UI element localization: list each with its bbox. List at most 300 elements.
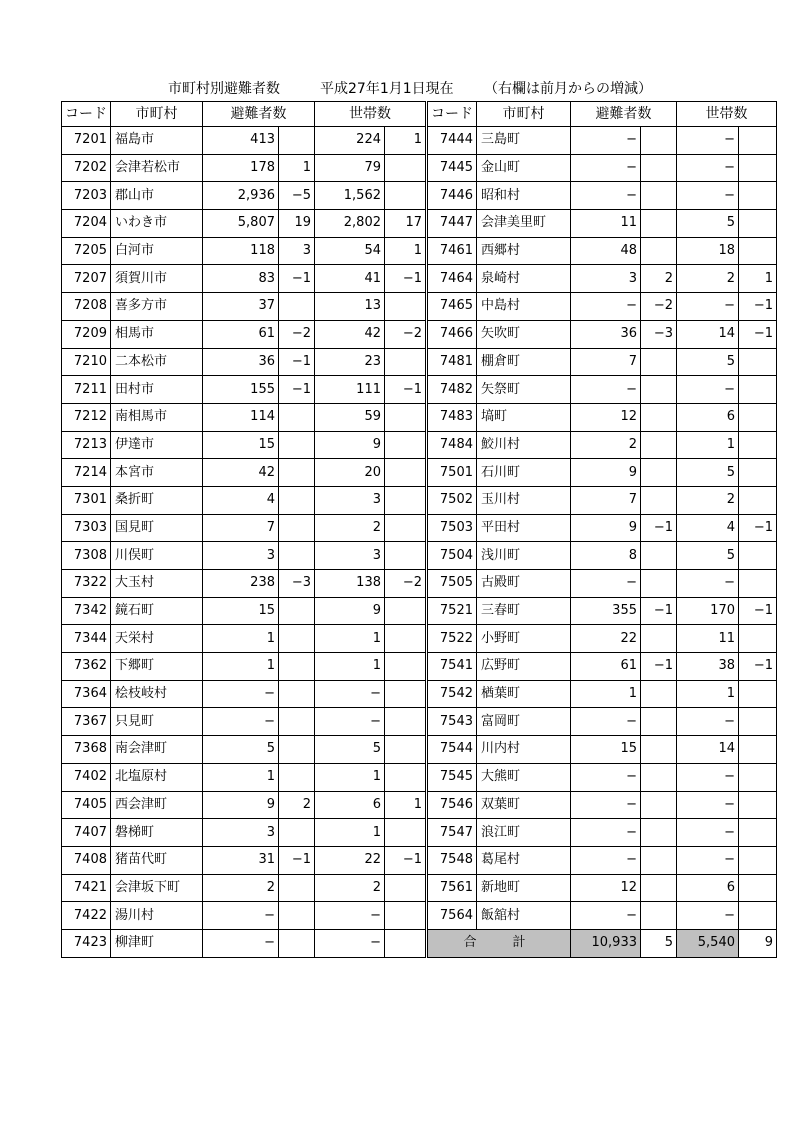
total-evacuees: 10,933 (571, 929, 641, 957)
table-row (62, 929, 777, 957)
household-change (385, 929, 427, 957)
evacuee-change (641, 819, 677, 847)
evacuee-count: − (571, 902, 641, 930)
household-count: 2 (677, 265, 739, 293)
evacuee-change: −1 (641, 653, 677, 681)
municipality-code: 7465 (427, 293, 477, 321)
evacuee-change (279, 486, 315, 514)
household-count: 2 (677, 486, 739, 514)
table-row (62, 902, 777, 930)
municipality-code: 7564 (427, 902, 477, 930)
household-change (385, 431, 427, 459)
household-change (739, 127, 777, 155)
evacuee-count: 15 (203, 431, 279, 459)
evacuee-change (279, 514, 315, 542)
table-row (62, 791, 777, 819)
household-count: 111 (315, 376, 385, 404)
municipality-name: 本宮市 (111, 459, 203, 487)
table-row (62, 127, 777, 155)
evacuee-count: 15 (203, 597, 279, 625)
header-households: 世帯数 (677, 102, 777, 127)
municipality-name: 大玉村 (111, 570, 203, 598)
household-change (739, 182, 777, 210)
evacuee-change (641, 542, 677, 570)
evacuee-change (641, 376, 677, 404)
household-count: − (677, 819, 739, 847)
title-note: （右欄は前月からの増減） (484, 81, 652, 97)
household-change: 1 (739, 265, 777, 293)
evacuee-count: 22 (571, 625, 641, 653)
evacuee-change (279, 763, 315, 791)
household-count: 9 (315, 597, 385, 625)
municipality-code: 7464 (427, 265, 477, 293)
municipality-name: 川俣町 (111, 542, 203, 570)
total-household-change: 9 (739, 929, 777, 957)
municipality-name: 桧枝岐村 (111, 680, 203, 708)
evacuee-change: −2 (641, 293, 677, 321)
municipality-name: 飯舘村 (477, 902, 571, 930)
household-change (385, 514, 427, 542)
household-count: 5 (677, 348, 739, 376)
household-count: 138 (315, 570, 385, 598)
municipality-name: 塙町 (477, 403, 571, 431)
household-change: −1 (739, 597, 777, 625)
evacuee-count: 355 (571, 597, 641, 625)
municipality-name: 西郷村 (477, 237, 571, 265)
municipality-name: 天栄村 (111, 625, 203, 653)
municipality-name: 郡山市 (111, 182, 203, 210)
municipality-code: 7408 (62, 846, 111, 874)
household-change (739, 237, 777, 265)
municipality-name: 泉崎村 (477, 265, 571, 293)
municipality-code: 7521 (427, 597, 477, 625)
table-row (62, 182, 777, 210)
municipality-code: 7542 (427, 680, 477, 708)
household-change (739, 376, 777, 404)
household-count: 5 (315, 736, 385, 764)
municipality-name: 昭和村 (477, 182, 571, 210)
evacuee-change (641, 902, 677, 930)
household-count: 23 (315, 348, 385, 376)
household-change: 1 (385, 237, 427, 265)
evacuee-count: 2 (571, 431, 641, 459)
evacuee-change (641, 791, 677, 819)
header-code: コード (427, 102, 477, 127)
municipality-name: 柳津町 (111, 929, 203, 957)
household-change (739, 708, 777, 736)
municipality-code: 7405 (62, 791, 111, 819)
municipality-code: 7214 (62, 459, 111, 487)
table-row (62, 680, 777, 708)
table-row (62, 570, 777, 598)
municipality-name: 国見町 (111, 514, 203, 542)
evacuee-count: − (571, 376, 641, 404)
household-count: − (677, 708, 739, 736)
household-change (385, 902, 427, 930)
municipality-code: 7501 (427, 459, 477, 487)
household-change (739, 625, 777, 653)
municipality-code: 7543 (427, 708, 477, 736)
household-change (739, 846, 777, 874)
title-main: 市町村別避難者数 (168, 81, 280, 97)
evacuee-change (279, 653, 315, 681)
evacuee-change (641, 625, 677, 653)
evacuee-count: − (203, 680, 279, 708)
municipality-name: 楢葉町 (477, 680, 571, 708)
table-row (62, 846, 777, 874)
municipality-code: 7484 (427, 431, 477, 459)
municipality-code: 7402 (62, 763, 111, 791)
household-count: 5 (677, 542, 739, 570)
evacuee-change: −1 (279, 348, 315, 376)
municipality-code: 7368 (62, 736, 111, 764)
municipality-code: 7504 (427, 542, 477, 570)
evacuee-count: − (571, 293, 641, 321)
municipality-code: 7301 (62, 486, 111, 514)
evacuee-count: − (571, 791, 641, 819)
evacuee-change: −3 (641, 320, 677, 348)
table-row (62, 320, 777, 348)
evacuee-change (279, 625, 315, 653)
household-change (739, 570, 777, 598)
total-households: 5,540 (677, 929, 739, 957)
evacuee-count: 48 (571, 237, 641, 265)
evacuee-count: − (571, 819, 641, 847)
household-count: − (315, 902, 385, 930)
evacuee-change (641, 154, 677, 182)
municipality-name: 双葉町 (477, 791, 571, 819)
household-count: 4 (677, 514, 739, 542)
municipality-code: 7461 (427, 237, 477, 265)
household-count: − (677, 570, 739, 598)
municipality-code: 7342 (62, 597, 111, 625)
household-change: 17 (385, 210, 427, 238)
household-change (385, 819, 427, 847)
evacuee-count: − (571, 763, 641, 791)
evacuee-change: −3 (279, 570, 315, 598)
household-change (739, 403, 777, 431)
municipality-name: 白河市 (111, 237, 203, 265)
table-row (62, 514, 777, 542)
household-change: −2 (385, 320, 427, 348)
evacuee-count: 36 (571, 320, 641, 348)
document-title (0, 78, 799, 98)
evacuee-count: 7 (203, 514, 279, 542)
municipality-code: 7362 (62, 653, 111, 681)
evacuee-change (641, 348, 677, 376)
household-change: −1 (385, 376, 427, 404)
evacuee-count: 15 (571, 736, 641, 764)
evacuee-count: 9 (571, 514, 641, 542)
evacuee-change (279, 293, 315, 321)
municipality-code: 7423 (62, 929, 111, 957)
household-count: 18 (677, 237, 739, 265)
total-label: 合計 (427, 929, 571, 957)
municipality-code: 7561 (427, 874, 477, 902)
municipality-name: 富岡町 (477, 708, 571, 736)
household-change (385, 542, 427, 570)
evacuee-change (279, 127, 315, 155)
municipality-code: 7503 (427, 514, 477, 542)
evacuee-count: 118 (203, 237, 279, 265)
municipality-name: 矢吹町 (477, 320, 571, 348)
household-change (739, 791, 777, 819)
evacuee-change (279, 708, 315, 736)
municipality-name: 須賀川市 (111, 265, 203, 293)
household-count: − (677, 846, 739, 874)
municipality-name: 小野町 (477, 625, 571, 653)
evacuee-change: −1 (279, 265, 315, 293)
evacuee-change (279, 431, 315, 459)
household-count: 41 (315, 265, 385, 293)
evacuee-count: 5 (203, 736, 279, 764)
table-row (62, 625, 777, 653)
household-change (385, 154, 427, 182)
municipality-name: 伊達市 (111, 431, 203, 459)
household-count: 6 (677, 403, 739, 431)
municipality-code: 7207 (62, 265, 111, 293)
header-municipality: 市町村 (477, 102, 571, 127)
municipality-name: 只見町 (111, 708, 203, 736)
header-households: 世帯数 (315, 102, 427, 127)
municipality-name: 南相馬市 (111, 403, 203, 431)
household-count: 2 (315, 874, 385, 902)
municipality-name: 会津坂下町 (111, 874, 203, 902)
household-change (739, 348, 777, 376)
header-evacuees: 避難者数 (203, 102, 315, 127)
evacuee-count: − (571, 127, 641, 155)
evacuee-count: 12 (571, 874, 641, 902)
household-change (739, 431, 777, 459)
household-count: − (315, 680, 385, 708)
municipality-name: 三島町 (477, 127, 571, 155)
municipality-code: 7502 (427, 486, 477, 514)
household-count: 6 (677, 874, 739, 902)
municipality-name: 新地町 (477, 874, 571, 902)
municipality-name: 葛尾村 (477, 846, 571, 874)
evacuee-count: 83 (203, 265, 279, 293)
household-count: 2,802 (315, 210, 385, 238)
municipality-name: 中島村 (477, 293, 571, 321)
evacuee-change (641, 486, 677, 514)
household-change (385, 653, 427, 681)
municipality-code: 7204 (62, 210, 111, 238)
evacuee-count: 1 (203, 625, 279, 653)
municipality-code: 7205 (62, 237, 111, 265)
household-count: 9 (315, 431, 385, 459)
evacuee-change (641, 237, 677, 265)
municipality-code: 7546 (427, 791, 477, 819)
household-change (385, 625, 427, 653)
table-row (62, 542, 777, 570)
evacuee-change (641, 182, 677, 210)
household-change (739, 680, 777, 708)
evacuee-count: 4 (203, 486, 279, 514)
table-row (62, 597, 777, 625)
evacuee-count: 12 (571, 403, 641, 431)
household-change (385, 763, 427, 791)
table-row (62, 819, 777, 847)
evacuee-change (279, 403, 315, 431)
household-count: 1 (315, 653, 385, 681)
municipality-code: 7446 (427, 182, 477, 210)
evacuee-change: −5 (279, 182, 315, 210)
household-count: − (677, 763, 739, 791)
household-count: 54 (315, 237, 385, 265)
municipality-code: 7213 (62, 431, 111, 459)
evacuee-change: −1 (279, 846, 315, 874)
household-change (385, 486, 427, 514)
evacuee-count: − (571, 570, 641, 598)
municipality-code: 7209 (62, 320, 111, 348)
municipality-code: 7211 (62, 376, 111, 404)
municipality-name: 南会津町 (111, 736, 203, 764)
household-change: −1 (385, 846, 427, 874)
household-change (385, 680, 427, 708)
evacuee-change (641, 459, 677, 487)
household-count: 224 (315, 127, 385, 155)
evacuee-count: 37 (203, 293, 279, 321)
evacuee-change: −1 (641, 597, 677, 625)
municipality-code: 7208 (62, 293, 111, 321)
evacuee-count: 61 (571, 653, 641, 681)
household-count: 14 (677, 320, 739, 348)
evacuee-change (279, 929, 315, 957)
household-change (739, 763, 777, 791)
household-change (739, 210, 777, 238)
evacuee-count: 3 (571, 265, 641, 293)
evacuee-count: − (203, 929, 279, 957)
municipality-code: 7364 (62, 680, 111, 708)
evacuee-count: 2,936 (203, 182, 279, 210)
household-change: 1 (385, 127, 427, 155)
table-row (62, 403, 777, 431)
household-count: 22 (315, 846, 385, 874)
household-count: 59 (315, 403, 385, 431)
household-change (739, 874, 777, 902)
household-count: 5 (677, 459, 739, 487)
municipality-name: 福島市 (111, 127, 203, 155)
municipality-name: 浪江町 (477, 819, 571, 847)
household-count: − (677, 154, 739, 182)
household-count: − (677, 791, 739, 819)
header-municipality: 市町村 (111, 102, 203, 127)
evacuee-count: − (203, 708, 279, 736)
household-count: 1 (315, 763, 385, 791)
municipality-code: 7481 (427, 348, 477, 376)
municipality-code: 7466 (427, 320, 477, 348)
header-evacuees: 避難者数 (571, 102, 677, 127)
municipality-name: 会津若松市 (111, 154, 203, 182)
evacuee-count: 114 (203, 403, 279, 431)
evacuee-count: 8 (571, 542, 641, 570)
municipality-name: 大熊町 (477, 763, 571, 791)
household-count: 3 (315, 486, 385, 514)
household-count: 79 (315, 154, 385, 182)
municipality-name: 玉川村 (477, 486, 571, 514)
evacuee-count: 36 (203, 348, 279, 376)
municipality-name: 磐梯町 (111, 819, 203, 847)
household-count: 1 (677, 680, 739, 708)
evacuee-count: − (571, 708, 641, 736)
table-row (62, 293, 777, 321)
total-evacuee-change: 5 (641, 929, 677, 957)
municipality-name: 二本松市 (111, 348, 203, 376)
evacuee-count: 1 (571, 680, 641, 708)
municipality-code: 7421 (62, 874, 111, 902)
municipality-code: 7422 (62, 902, 111, 930)
municipality-name: 猪苗代町 (111, 846, 203, 874)
household-change: −1 (739, 293, 777, 321)
household-count: − (315, 708, 385, 736)
household-count: 3 (315, 542, 385, 570)
municipality-name: 下郷町 (111, 653, 203, 681)
municipality-code: 7447 (427, 210, 477, 238)
table-row (62, 348, 777, 376)
table-row (62, 874, 777, 902)
evacuee-change (279, 819, 315, 847)
municipality-code: 7445 (427, 154, 477, 182)
municipality-name: 広野町 (477, 653, 571, 681)
municipality-code: 7505 (427, 570, 477, 598)
household-count: 6 (315, 791, 385, 819)
evacuee-count: 5,807 (203, 210, 279, 238)
household-change: −1 (739, 653, 777, 681)
evacuee-change: −2 (279, 320, 315, 348)
household-change: −2 (385, 570, 427, 598)
household-count: 14 (677, 736, 739, 764)
municipality-name: 浅川町 (477, 542, 571, 570)
evacuee-change: −1 (279, 376, 315, 404)
municipality-name: 相馬市 (111, 320, 203, 348)
evacuee-count: 42 (203, 459, 279, 487)
evacuee-change: 2 (641, 265, 677, 293)
evacuee-change: 19 (279, 210, 315, 238)
table-row (62, 431, 777, 459)
municipality-code: 7444 (427, 127, 477, 155)
municipality-code: 7303 (62, 514, 111, 542)
evacuee-count: 9 (571, 459, 641, 487)
evacuee-count: 7 (571, 486, 641, 514)
household-change (385, 403, 427, 431)
evacuee-count: − (571, 846, 641, 874)
evacuee-change (279, 542, 315, 570)
municipality-code: 7547 (427, 819, 477, 847)
household-change (739, 486, 777, 514)
household-count: 42 (315, 320, 385, 348)
table-row (62, 736, 777, 764)
household-count: − (677, 127, 739, 155)
evacuee-count: 31 (203, 846, 279, 874)
municipality-name: 鏡石町 (111, 597, 203, 625)
evacuee-change (641, 680, 677, 708)
evacuee-count: 3 (203, 819, 279, 847)
table-row (62, 486, 777, 514)
household-change: −1 (739, 514, 777, 542)
household-count: 13 (315, 293, 385, 321)
municipality-name: 鮫川村 (477, 431, 571, 459)
evacuee-change (279, 680, 315, 708)
evacuee-count: 11 (571, 210, 641, 238)
municipality-name: 喜多方市 (111, 293, 203, 321)
municipality-name: 会津美里町 (477, 210, 571, 238)
title-date: 平成27年1月1日現在 (320, 81, 454, 97)
evacuee-count: 9 (203, 791, 279, 819)
household-change (385, 708, 427, 736)
evacuee-count: 178 (203, 154, 279, 182)
municipality-name: 金山町 (477, 154, 571, 182)
household-count: 1 (315, 625, 385, 653)
